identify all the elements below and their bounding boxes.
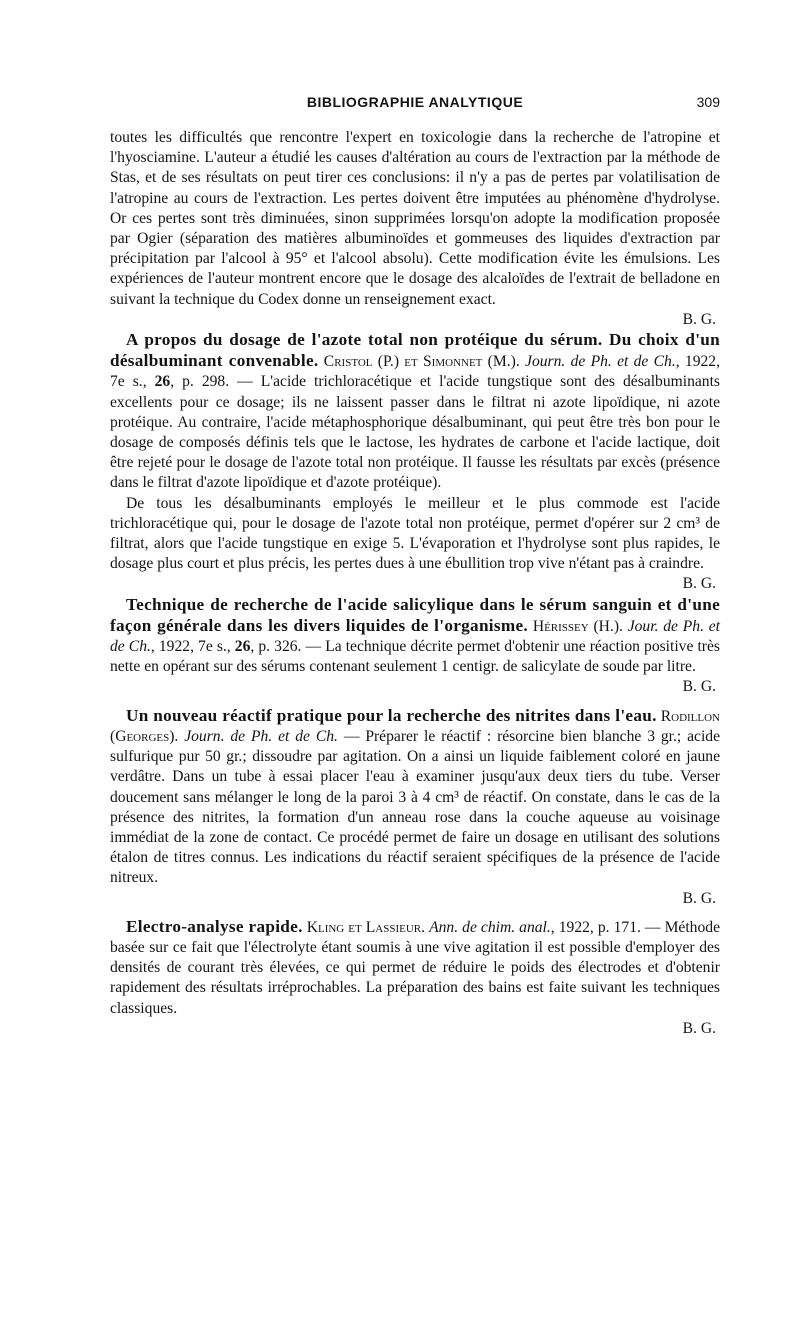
entry-reference: , 1922, p. 171. — [550, 918, 665, 936]
page-body [110, 128, 720, 1039]
abstract-entry-4 [110, 917, 720, 1019]
entry-journal: Ann. de chim. anal. [429, 918, 551, 936]
entry-reference-page: , p. 298. — [170, 373, 261, 391]
abstract-entry-3 [110, 706, 720, 889]
entry-body: Préparer le réactif : résorcine bien blanche 3 gr.; acide sulfurique pur 50 gr.; dissoudre par agitation. On a ainsi un liquide faiblement coloré en jaune verdâtre. Dans un tube à essai placer l'eau à examiner jusqu'aux deux tiers du tube. Verser doucement sans mélanger le long de la paroi 3 à 4 cm³ de réactif. On constate, dans le cas de la présence des nitrites, la formation d'un anneau rose dans la couche aqueuse au voisinage immédiat de la zone de contact. Ce procédé permet de faire un dosage en utilisant des solutions étalon de titres connus. Les indications du réactif seraient spécifiques de la présence de l'acide nitreux. [110, 727, 721, 887]
entry-body: L'acide trichloracétique et l'acide tungstique sont des désalbuminants excellents pour ce dosage; ils ne laissent passer dans le filtrat ni azote lipoïdique, ni azote protéique. Au contraire, l'acide métaphosphorique désalbuminant, qui peut être très bon pour le dosage de composés définis tels que le lactose, les hydrates de carbone et l'acide lactique, doit être rejeté pour le dosage de l'azote total non protéique. Il fausse les résultats par excès (présence dans le filtrat d'azote lipoïdique et d'azote protéique). [110, 373, 720, 492]
entry-signature: B. G. [682, 575, 716, 593]
entry-reference-page: , p. 326. — [250, 638, 326, 656]
entry-title: Un nouveau réactif pratique pour la recherche des nitrites dans l'eau. [126, 705, 657, 725]
entry-authors: Kling et Lassieur. [306, 918, 426, 936]
entry-title: A propos du dosage de l'azote total non protéique du sérum. Du choix d'un désalbuminant convenable. [110, 330, 720, 371]
entry-authors: Cristol (P.) et Simonnet (M.). [323, 353, 520, 371]
abstract-entry-1 [110, 330, 720, 494]
entry-volume: 26 [234, 638, 251, 656]
entry-signature: B. G. [682, 889, 716, 907]
entry-reference-page: — [337, 727, 366, 745]
page-number: 309 [696, 94, 720, 110]
entry-body: La technique décrite permet d'obtenir une réaction positive très nette en opérant sur des sérums contenant seulement 1 centigr. de salicylate de soude par litre. [110, 638, 720, 676]
entry-journal: Journ. de Ph. et de Ch. [184, 727, 338, 745]
section-gap [110, 909, 720, 917]
entry-journal: Journ. de Ph. et de Ch. [525, 353, 676, 371]
page-header [110, 94, 720, 116]
entry-reference: , 1922, 7e s., [150, 638, 235, 656]
continuation-signature: B. G. [682, 310, 716, 328]
entry-signature: B. G. [682, 1019, 716, 1037]
section-gap [110, 698, 720, 706]
abstract-entry-2 [110, 595, 720, 678]
running-title: BIBLIOGRAPHIE ANALYTIQUE [306, 94, 524, 110]
entry-title: Technique de recherche de l'acide salicylique dans le sérum sanguin et d'une façon générale dans les divers liquides de l'organisme. [110, 594, 720, 635]
entry-authors: Rodillon (Georges). [110, 707, 720, 745]
entry-body: Méthode basée sur ce fait que l'électrolyte étant soumis à une vive agitation il est possible d'employer des densités de courant très élevées, ce qui permet de réduire le poids des électrodes et d'obtenir rapidement des résultats irréprochables. La préparation des bains est faite suivant les techniques classiques. [110, 918, 720, 1017]
entry-signature: B. G. [682, 678, 716, 696]
entry-authors: Hérissey (H.). [532, 617, 623, 635]
entry-title: Electro-analyse rapide. [126, 916, 303, 936]
entry-volume: 26 [154, 373, 171, 391]
entry-journal: Jour. de Ph. et de Ch. [110, 617, 721, 656]
entry-body-paragraph: De tous les désalbuminants employés le meilleur et le plus commode est l'acide trichloracétique qui, pour le dosage de l'azote total non protéique, permet d'opérer sur 2 cm³ de filtrat, alors que l'acide tungstique en exige 5. L'évaporation et l'hydrolyse sont plus rapides, le dosage plus court et plus précis, les pertes dues à une ébullition trop vive n'étant pas à craindre. [110, 494, 720, 573]
entry-reference: , 1922, 7e s., [110, 353, 721, 391]
continuation-paragraph: toutes les difficultés que rencontre l'expert en toxicologie dans la recherche de l'atropine et l'hyosciamine. L'auteur a étudié les causes d'altération au cours de l'extraction par la méthode de Stas, et de ses résultats on peut tirer ces conclusions: il n'y a pas de pertes par volatilisation de l'atropine au cours de l'extraction. Les pertes doivent être imputées au phénomène d'hydrolyse. Or ces pertes sont très diminuées, sinon supprimées lorsqu'on adopte la modification proposée par Ogier (séparation des matières albuminoïdes et gommeuses des liquides d'extraction par précipitation par l'alcool à 95° et l'alcool absolu). Cette modification évite les émulsions. Les expériences de l'auteur montrent encore que le dosage des alcaloïdes de l'extrait de belladone en suivant la technique du Codex donne un renseignement exact. [110, 129, 720, 308]
